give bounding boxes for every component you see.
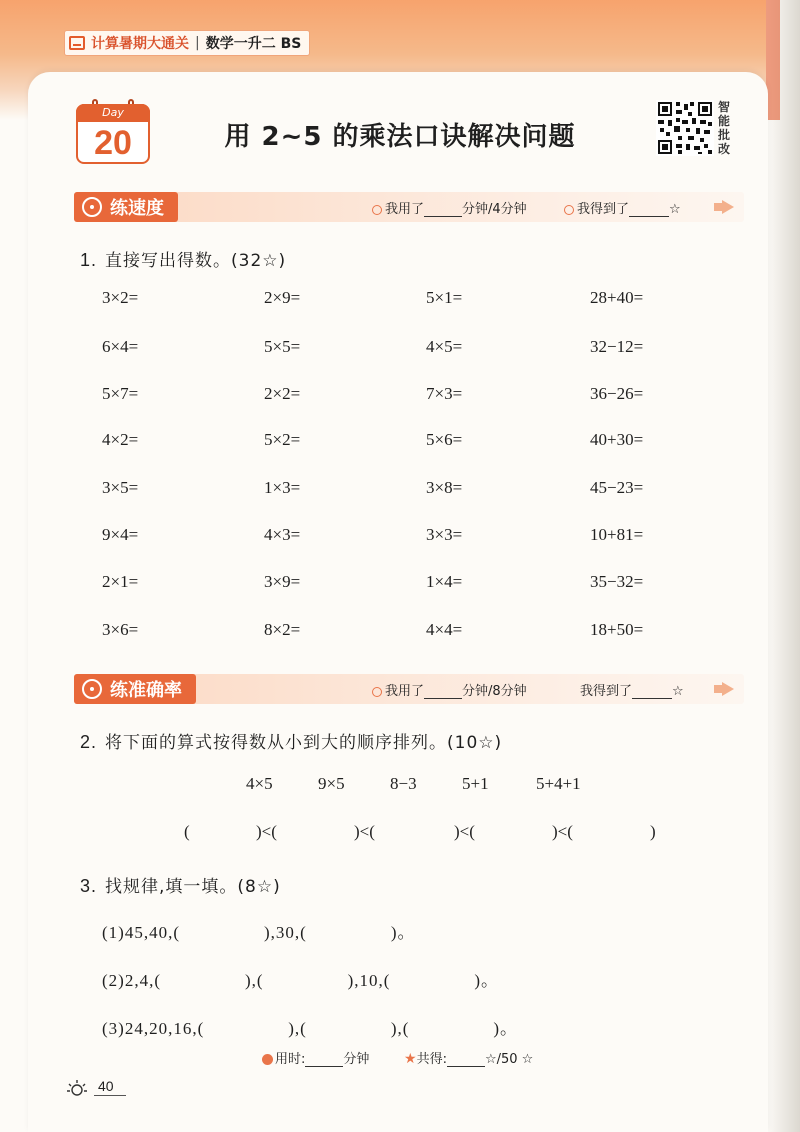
q1-cell[interactable]: 2×2= [264,384,301,403]
bookmark-strip [766,0,780,120]
q1-row [102,337,742,361]
q1-row [102,384,742,408]
q2-expression: 5+4+1 [536,774,581,793]
q1-cell[interactable]: 3×5= [102,478,139,497]
q1-cell[interactable]: 10+81= [590,525,644,544]
q2-expression: 8−3 [390,774,417,793]
q1-cell[interactable]: 45−23= [590,478,644,497]
q1-cell[interactable]: 9×4= [102,525,139,544]
time-used-field: 我用了 分钟/4分钟 [372,198,527,217]
q2-expression: 9×5 [318,774,345,793]
star-icon: ★ [404,1051,417,1067]
q1-cell[interactable]: 3×3= [426,525,463,544]
q2-expressions [0,774,800,798]
day-number: 20 [94,124,132,162]
q2-answer-slot[interactable]: ) [650,822,656,841]
arrow-icon [722,682,734,696]
stars-got-field: 我得到了 ☆ [580,684,684,699]
q3-item-2: (2)2,4,( ),( ),10,( )。 [102,971,500,990]
day-label: Day [76,104,150,122]
q2-expression: 5+1 [462,774,489,793]
q1-cell[interactable]: 5×7= [102,384,139,403]
q1-cell[interactable]: 32−12= [590,337,644,356]
arrow-icon [722,200,734,214]
book-icon [69,36,85,50]
q1-cell[interactable]: 5×5= [264,337,301,356]
q1-cell[interactable]: 5×2= [264,430,301,449]
q1-cell[interactable]: 4×4= [426,620,463,639]
q1-cell[interactable]: 6×4= [102,337,139,356]
q1-cell[interactable]: 1×3= [264,478,301,497]
total-time-blank[interactable] [305,1053,343,1067]
q2-expression: 4×5 [246,774,273,793]
q1-row [102,430,742,454]
q2-answer-slot[interactable]: )<( [552,822,573,841]
stars-got-blank[interactable] [632,685,672,699]
question-1-heading: 1. 直接写出得数。(32☆) [80,250,287,271]
question-2-heading: 2. 将下面的算式按得数从小到大的顺序排列。(10☆) [80,732,503,753]
stopwatch-icon [82,197,102,217]
q1-cell[interactable]: 4×3= [264,525,301,544]
page-number: 40 [66,1078,126,1096]
section-speed-bar [74,192,744,222]
q1-cell[interactable]: 2×1= [102,572,139,591]
q1-cell[interactable]: 3×9= [264,572,301,591]
question-3-heading: 3. 找规律,填一填。(8☆) [80,876,281,897]
q1-cell[interactable]: 8×2= [264,620,301,639]
q1-row [102,572,742,596]
time-used-blank[interactable] [424,685,462,699]
q1-row [102,478,742,502]
q1-cell[interactable]: 28+40= [590,288,644,307]
q1-row [102,620,742,644]
page-title: 用 2~5 的乘法口诀解决问题 [224,122,576,152]
qr-code-icon[interactable] [656,100,714,156]
q1-cell[interactable]: 4×5= [426,337,463,356]
footer-summary [0,1046,800,1068]
clock-icon [372,687,382,697]
q1-cell[interactable]: 35−32= [590,572,644,591]
total-stars-field: ★共得: ☆/50 ☆ [404,1051,534,1067]
series-name: 计算暑期大通关 [91,36,189,52]
clock-icon [372,205,382,215]
q2-answer-row[interactable] [0,822,800,846]
q1-cell[interactable]: 3×8= [426,478,463,497]
day-badge [76,104,150,164]
section-accuracy-bar [74,674,744,704]
q1-cell[interactable]: 4×2= [102,430,139,449]
q2-answer-slot[interactable]: )<( [354,822,375,841]
qr-caption: 智 能 批 改 [718,100,731,156]
q2-answer-slot[interactable]: )<( [454,822,475,841]
q1-cell[interactable]: 1×4= [426,572,463,591]
q2-answer-slot[interactable]: )<( [256,822,277,841]
target-icon [82,679,102,699]
section-speed-label: 练速度 [74,192,178,222]
total-time-field: 用时: 分钟 [262,1048,369,1067]
check-icon [564,205,574,215]
series-tag [64,30,310,56]
q1-cell[interactable]: 18+50= [590,620,644,639]
section-accuracy-label: 练准确率 [74,674,196,704]
q1-cell[interactable]: 40+30= [590,430,644,449]
q1-cell[interactable]: 5×1= [426,288,463,307]
q1-cell[interactable]: 3×6= [102,620,139,639]
q1-cell[interactable]: 36−26= [590,384,644,403]
q1-row [102,288,742,312]
q3-item-1: (1)45,40,( ),30,( )。 [102,923,416,942]
subject-label: 数学一升二 BS [205,36,302,52]
stars-got-field: 我得到了 ☆ [564,198,681,217]
q2-answer-slot[interactable]: ( [184,822,190,841]
clock-icon [262,1054,273,1065]
sun-icon [66,1078,88,1096]
time-used-blank[interactable] [424,203,462,217]
q1-cell[interactable]: 7×3= [426,384,463,403]
total-stars-blank[interactable] [447,1053,485,1067]
page-edge [766,0,800,1132]
q1-cell[interactable]: 5×6= [426,430,463,449]
q1-row [102,525,742,549]
q1-cell[interactable]: 3×2= [102,288,139,307]
stars-got-blank[interactable] [629,203,669,217]
time-used-field: 我用了 分钟/8分钟 [372,680,527,699]
q1-cell[interactable]: 2×9= [264,288,301,307]
series-separator: | [195,35,200,51]
q3-item-3: (3)24,20,16,( ),( ),( )。 [102,1019,519,1038]
